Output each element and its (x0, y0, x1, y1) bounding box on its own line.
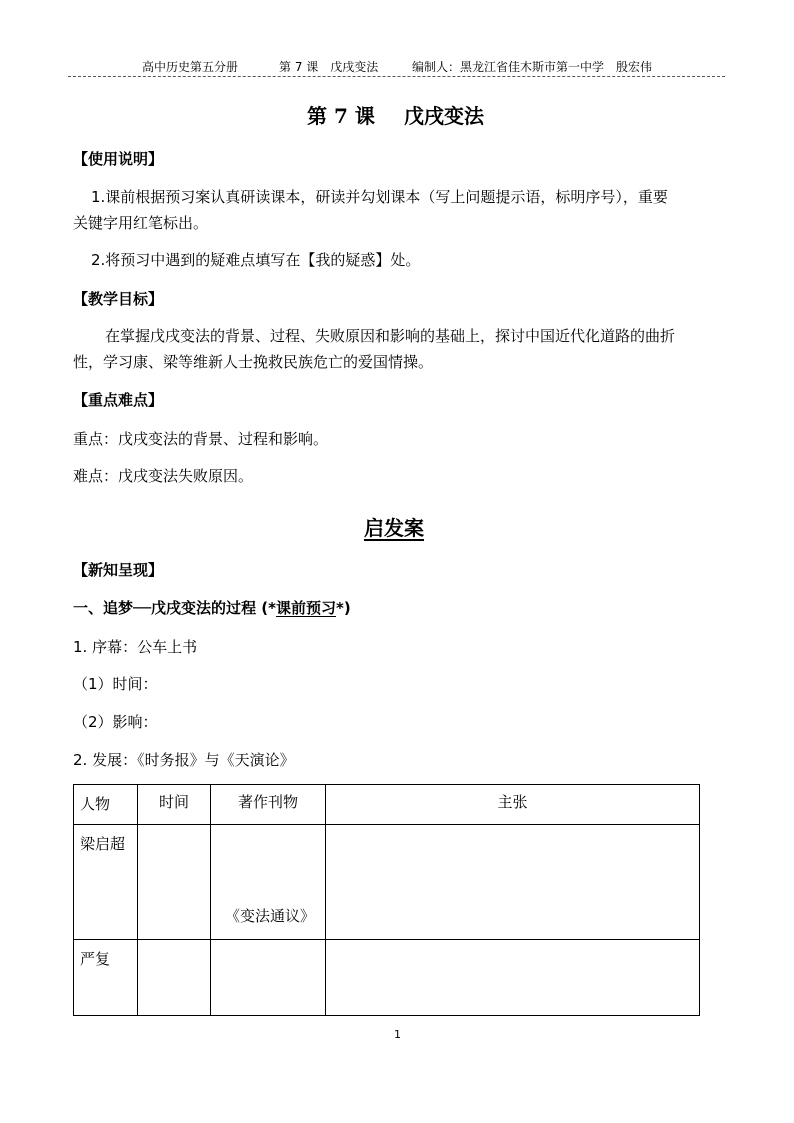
header-time: 时间 (138, 785, 211, 825)
part-1-heading (73, 597, 351, 618)
question-1-time: （1）时间： (73, 675, 158, 693)
usage-item-1-line-1: 1.课前根据预习案认真研读课本，研读并勾划课本（写上问题提示语，标明序号），重要 (91, 188, 668, 206)
header-lesson: 第 7 课 戊戌变法 (279, 60, 379, 74)
difficult-point: 难点：戊戌变法失败原因。 (73, 467, 254, 485)
cell-view[interactable] (326, 825, 700, 940)
cell-time[interactable] (138, 940, 211, 1016)
header-work: 著作刊物 (211, 785, 326, 825)
cell-view[interactable] (326, 940, 700, 1016)
table-row (74, 940, 700, 1016)
usage-item-2: 2.将预习中遇到的疑难点填写在【我的疑惑】处。 (91, 251, 421, 269)
key-points-heading: 【重点难点】 (73, 391, 164, 409)
part-1-prefix: 一、追梦──戊戌变法的过程 ( (73, 599, 269, 617)
header-author: 编制人：黑龙江省佳木斯市第一中学 殷宏伟 (412, 60, 653, 74)
lesson-number: 第 7 课 (307, 104, 375, 128)
usage-heading: 【使用说明】 (73, 150, 164, 168)
cell-time[interactable] (138, 825, 211, 940)
header-person: 人物 (74, 785, 138, 825)
goals-line-1: 在掌握戊戌变法的背景、过程、失败原因和影响的基础上，探讨中国近代化道路的曲折 (105, 327, 676, 345)
header-view: 主张 (326, 785, 700, 825)
cell-person: 梁启超 (74, 825, 138, 940)
cell-work (211, 825, 326, 940)
new-knowledge-heading: 【新知呈现】 (73, 561, 164, 579)
header-divider (68, 76, 725, 77)
part-1-suffix: *) (336, 599, 351, 617)
table-header-row (74, 785, 700, 825)
goals-line-2: 性，学习康、梁等维新人士挽救民族危亡的爱国情操。 (73, 353, 434, 371)
table-row (74, 825, 700, 940)
question-1-impact: （2）影响： (73, 713, 158, 731)
reformers-table (73, 784, 700, 1016)
part-1-preview-link: 课前预习 (276, 599, 337, 617)
part-1-star: * (268, 599, 276, 617)
goals-heading: 【教学目标】 (73, 290, 164, 308)
page-number: 1 (394, 1028, 401, 1041)
cell-work[interactable] (211, 940, 326, 1016)
page-title: 戊戌变法 (404, 104, 484, 128)
header-book: 高中历史第五分册 (142, 60, 239, 74)
cell-work-text: 《变法通议》 (225, 907, 316, 925)
question-1: 1. 序幕：公车上书 (73, 638, 198, 656)
usage-item-1-line-2: 关键字用红笔标出。 (73, 214, 209, 232)
section-title: 启发案 (364, 516, 424, 540)
question-2: 2. 发展：《时务报》与《天演论》 (73, 751, 295, 769)
key-point: 重点：戊戌变法的背景、过程和影响。 (73, 430, 329, 448)
cell-person: 严复 (74, 940, 138, 1016)
